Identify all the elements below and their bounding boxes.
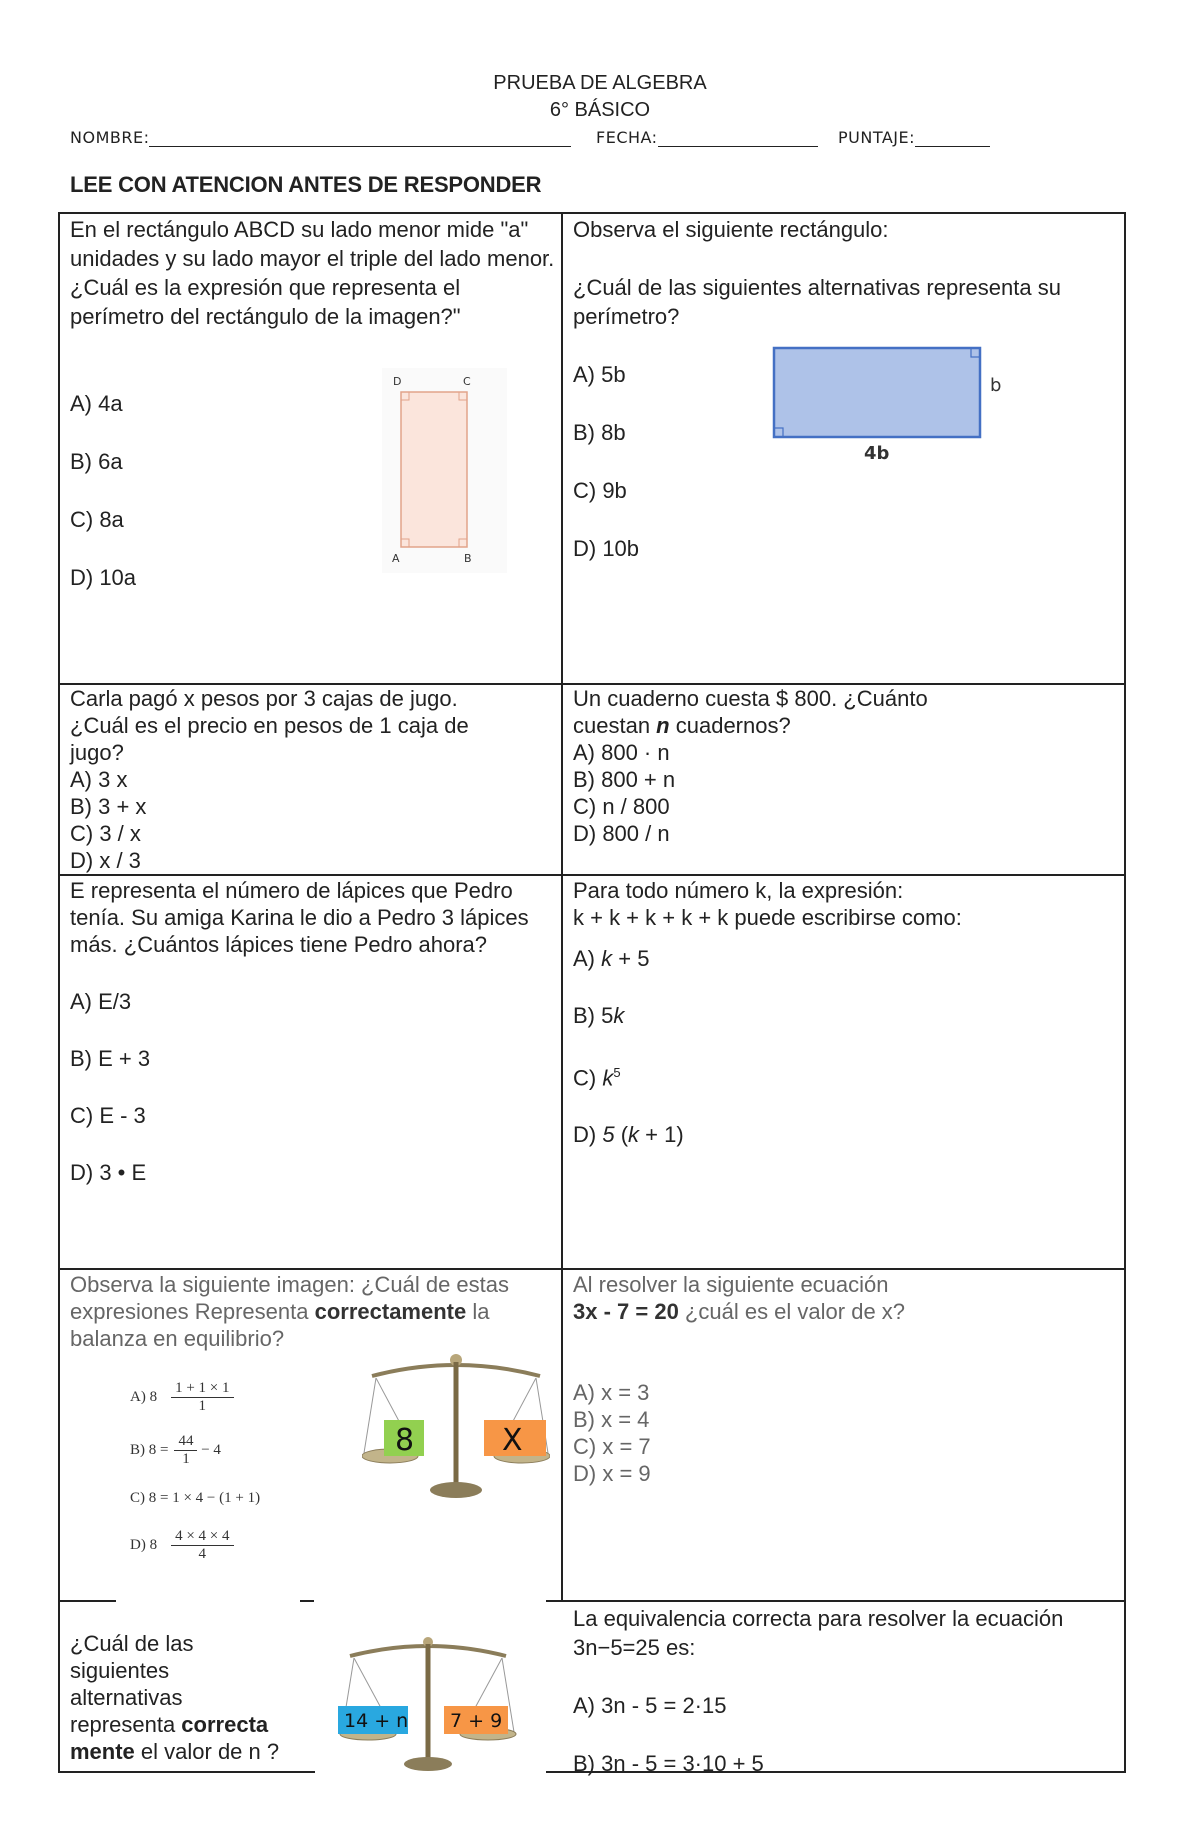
test-grade: 6° BÁSICO (549, 99, 651, 121)
question-10-text: La equivalencia correcta para resolver la ecuación 3n−5=25 es: (573, 1606, 1064, 1660)
balance-scale-8-x (362, 1338, 550, 1508)
rectangle-4b-figure (770, 345, 1010, 465)
q3-option-d[interactable]: D) x / 3 (70, 848, 141, 873)
q5-option-b[interactable]: B) E + 3 (70, 1046, 151, 1071)
question-5-text: E representa el número de lápices que Pedro tenía. Su amiga Karina le dio a Pedro 3 lápices más. ¿Cuántos lápices tiene Pedro ahora? (70, 878, 529, 957)
q4-option-d[interactable]: D) 800 / n (573, 821, 670, 846)
q3-option-b[interactable]: B) 3 + x (70, 794, 147, 819)
name-blank[interactable] (149, 128, 571, 147)
q4-option-c[interactable]: C) n / 800 (573, 794, 670, 819)
q7-option-a[interactable]: A) 8 $\frac{1 + 1 \times 1}{1}$ (130, 1380, 234, 1415)
q2-option-d[interactable]: D) 10b (573, 536, 640, 561)
score-field (838, 128, 990, 147)
q1-option-a[interactable]: A) 4a (70, 391, 123, 416)
date-label: FECHA: (596, 128, 658, 147)
q3-option-a[interactable]: A) 3 x (70, 767, 128, 792)
score-blank[interactable] (915, 128, 990, 147)
q9-text-line-4: representa correcta (70, 1712, 269, 1737)
q9-text-line-3: alternativas (70, 1685, 183, 1710)
q5-option-d[interactable]: D) 3 • E (70, 1160, 147, 1185)
q2-option-c[interactable]: C) 9b (573, 478, 627, 503)
vertex-d: D (393, 375, 402, 388)
question-6 (573, 877, 1113, 1148)
base-label-4b: 4b (864, 443, 890, 464)
scale-left-value: 8 (395, 1423, 415, 1458)
question-9 (70, 1630, 320, 1765)
q6-option-d[interactable]: D) 5 (k + 1) (573, 1122, 684, 1148)
q1-option-b[interactable]: B) 6a (70, 449, 123, 474)
instruction: LEE CON ATENCION ANTES DE RESPONDER (70, 172, 542, 197)
question-2-intro: Observa el siguiente rectángulo: (573, 217, 889, 242)
q10-option-b[interactable]: B) 3n - 5 = 3·10 + 5 (573, 1751, 764, 1776)
q1-option-c[interactable]: C) 8a (70, 507, 124, 532)
q1-option-d[interactable]: D) 10a (70, 565, 137, 590)
question-4 (573, 685, 1113, 847)
question-1-text: En el rectángulo ABCD su lado menor mide "a" unidades y su lado mayor el triple del lado menor. ¿Cuál es la expresión que representa el perímetro del rectángulo de la imagen?" (70, 217, 555, 329)
question-7-text: Observa la siguiente imagen: ¿Cuál de estas expresiones Representa correctamente la balanza en equilibrio? (70, 1272, 510, 1351)
q3-text-line-2: ¿Cuál es el precio en pesos de 1 caja de (70, 713, 469, 738)
q6-option-a[interactable]: A) k + 5 (573, 946, 650, 971)
q6-option-b[interactable]: B) 5k (573, 1003, 625, 1028)
question-8 (573, 1271, 1113, 1487)
q8-option-d[interactable]: D) x = 9 (573, 1461, 651, 1486)
question-2-text: ¿Cuál de las siguientes alternativas representa su perímetro? (573, 275, 1061, 329)
q8-text-line-2: 3x - 7 = 20 ¿cuál es el valor de x? (573, 1299, 906, 1324)
q6-text-line-1: Para todo número k, la expresión: (573, 878, 904, 903)
q9-text-line-2: siguientes (70, 1658, 170, 1683)
vertex-b: B (464, 552, 472, 565)
q10-option-a[interactable]: A) 3n - 5 = 2·15 (573, 1693, 727, 1718)
q5-option-a[interactable]: A) E/3 (70, 989, 132, 1014)
question-10 (573, 1604, 1113, 1778)
q8-text-line-1: Al resolver la siguiente ecuación (573, 1272, 889, 1297)
date-blank[interactable] (658, 128, 818, 147)
q5-option-c[interactable]: C) E - 3 (70, 1103, 146, 1128)
q6-option-c[interactable]: C) $k^5$ (573, 1065, 621, 1091)
date-field (596, 128, 818, 147)
q3-text-line-1: Carla pagó x pesos por 3 cajas de jugo. (70, 686, 458, 711)
q4-option-a[interactable]: A) 800 · n (573, 740, 670, 765)
question-5 (70, 877, 555, 1186)
q9-text-line-1: ¿Cuál de las (70, 1631, 194, 1656)
q3-text-line-3: jugo? (70, 740, 124, 765)
q4-option-b[interactable]: B) 800 + n (573, 767, 676, 792)
q8-option-a[interactable]: A) x = 3 (573, 1380, 650, 1405)
q6-text-line-2: k + k + k + k + k puede escribirse como: (573, 905, 962, 930)
q7-option-d[interactable]: D) 8 $\frac{4 \times 4 \times 4}{4}$ (130, 1528, 234, 1563)
scale-right-expression: 7 + 9 (450, 1710, 503, 1732)
q4-text-line-1: Un cuaderno cuesta $ 800. ¿Cuánto (573, 686, 928, 711)
q2-option-b[interactable]: B) 8b (573, 420, 626, 445)
test-title: PRUEBA DE ALGEBRA (493, 72, 707, 94)
rectangle-abcd-figure (382, 368, 507, 573)
side-label-b: b (990, 375, 1002, 396)
q8-option-b[interactable]: B) x = 4 (573, 1407, 650, 1432)
scale-right-value: X (502, 1423, 523, 1458)
q3-option-c[interactable]: C) 3 / x (70, 821, 141, 846)
q7-option-c[interactable]: C) 8 = 1 × 4 − (1 + 1) (130, 1490, 261, 1506)
name-field (70, 128, 571, 147)
q9-text-line-5: mente el valor de n ? (70, 1739, 280, 1764)
scale-left-expression: 14 + n (344, 1710, 409, 1732)
q7-option-b[interactable]: B) 8 = $\frac{44}{1}$ − 4 (130, 1433, 221, 1467)
q4-text-line-2: cuestan n cuadernos? (573, 713, 791, 738)
q8-option-c[interactable]: C) x = 7 (573, 1434, 651, 1459)
balance-scale-14n-79 (338, 1624, 518, 1774)
vertex-c: C (463, 375, 471, 388)
name-label: NOMBRE: (70, 128, 150, 147)
question-3 (70, 685, 555, 874)
score-label: PUNTAJE: (838, 128, 916, 147)
q2-option-a[interactable]: A) 5b (573, 362, 626, 387)
vertex-a: A (392, 552, 400, 565)
